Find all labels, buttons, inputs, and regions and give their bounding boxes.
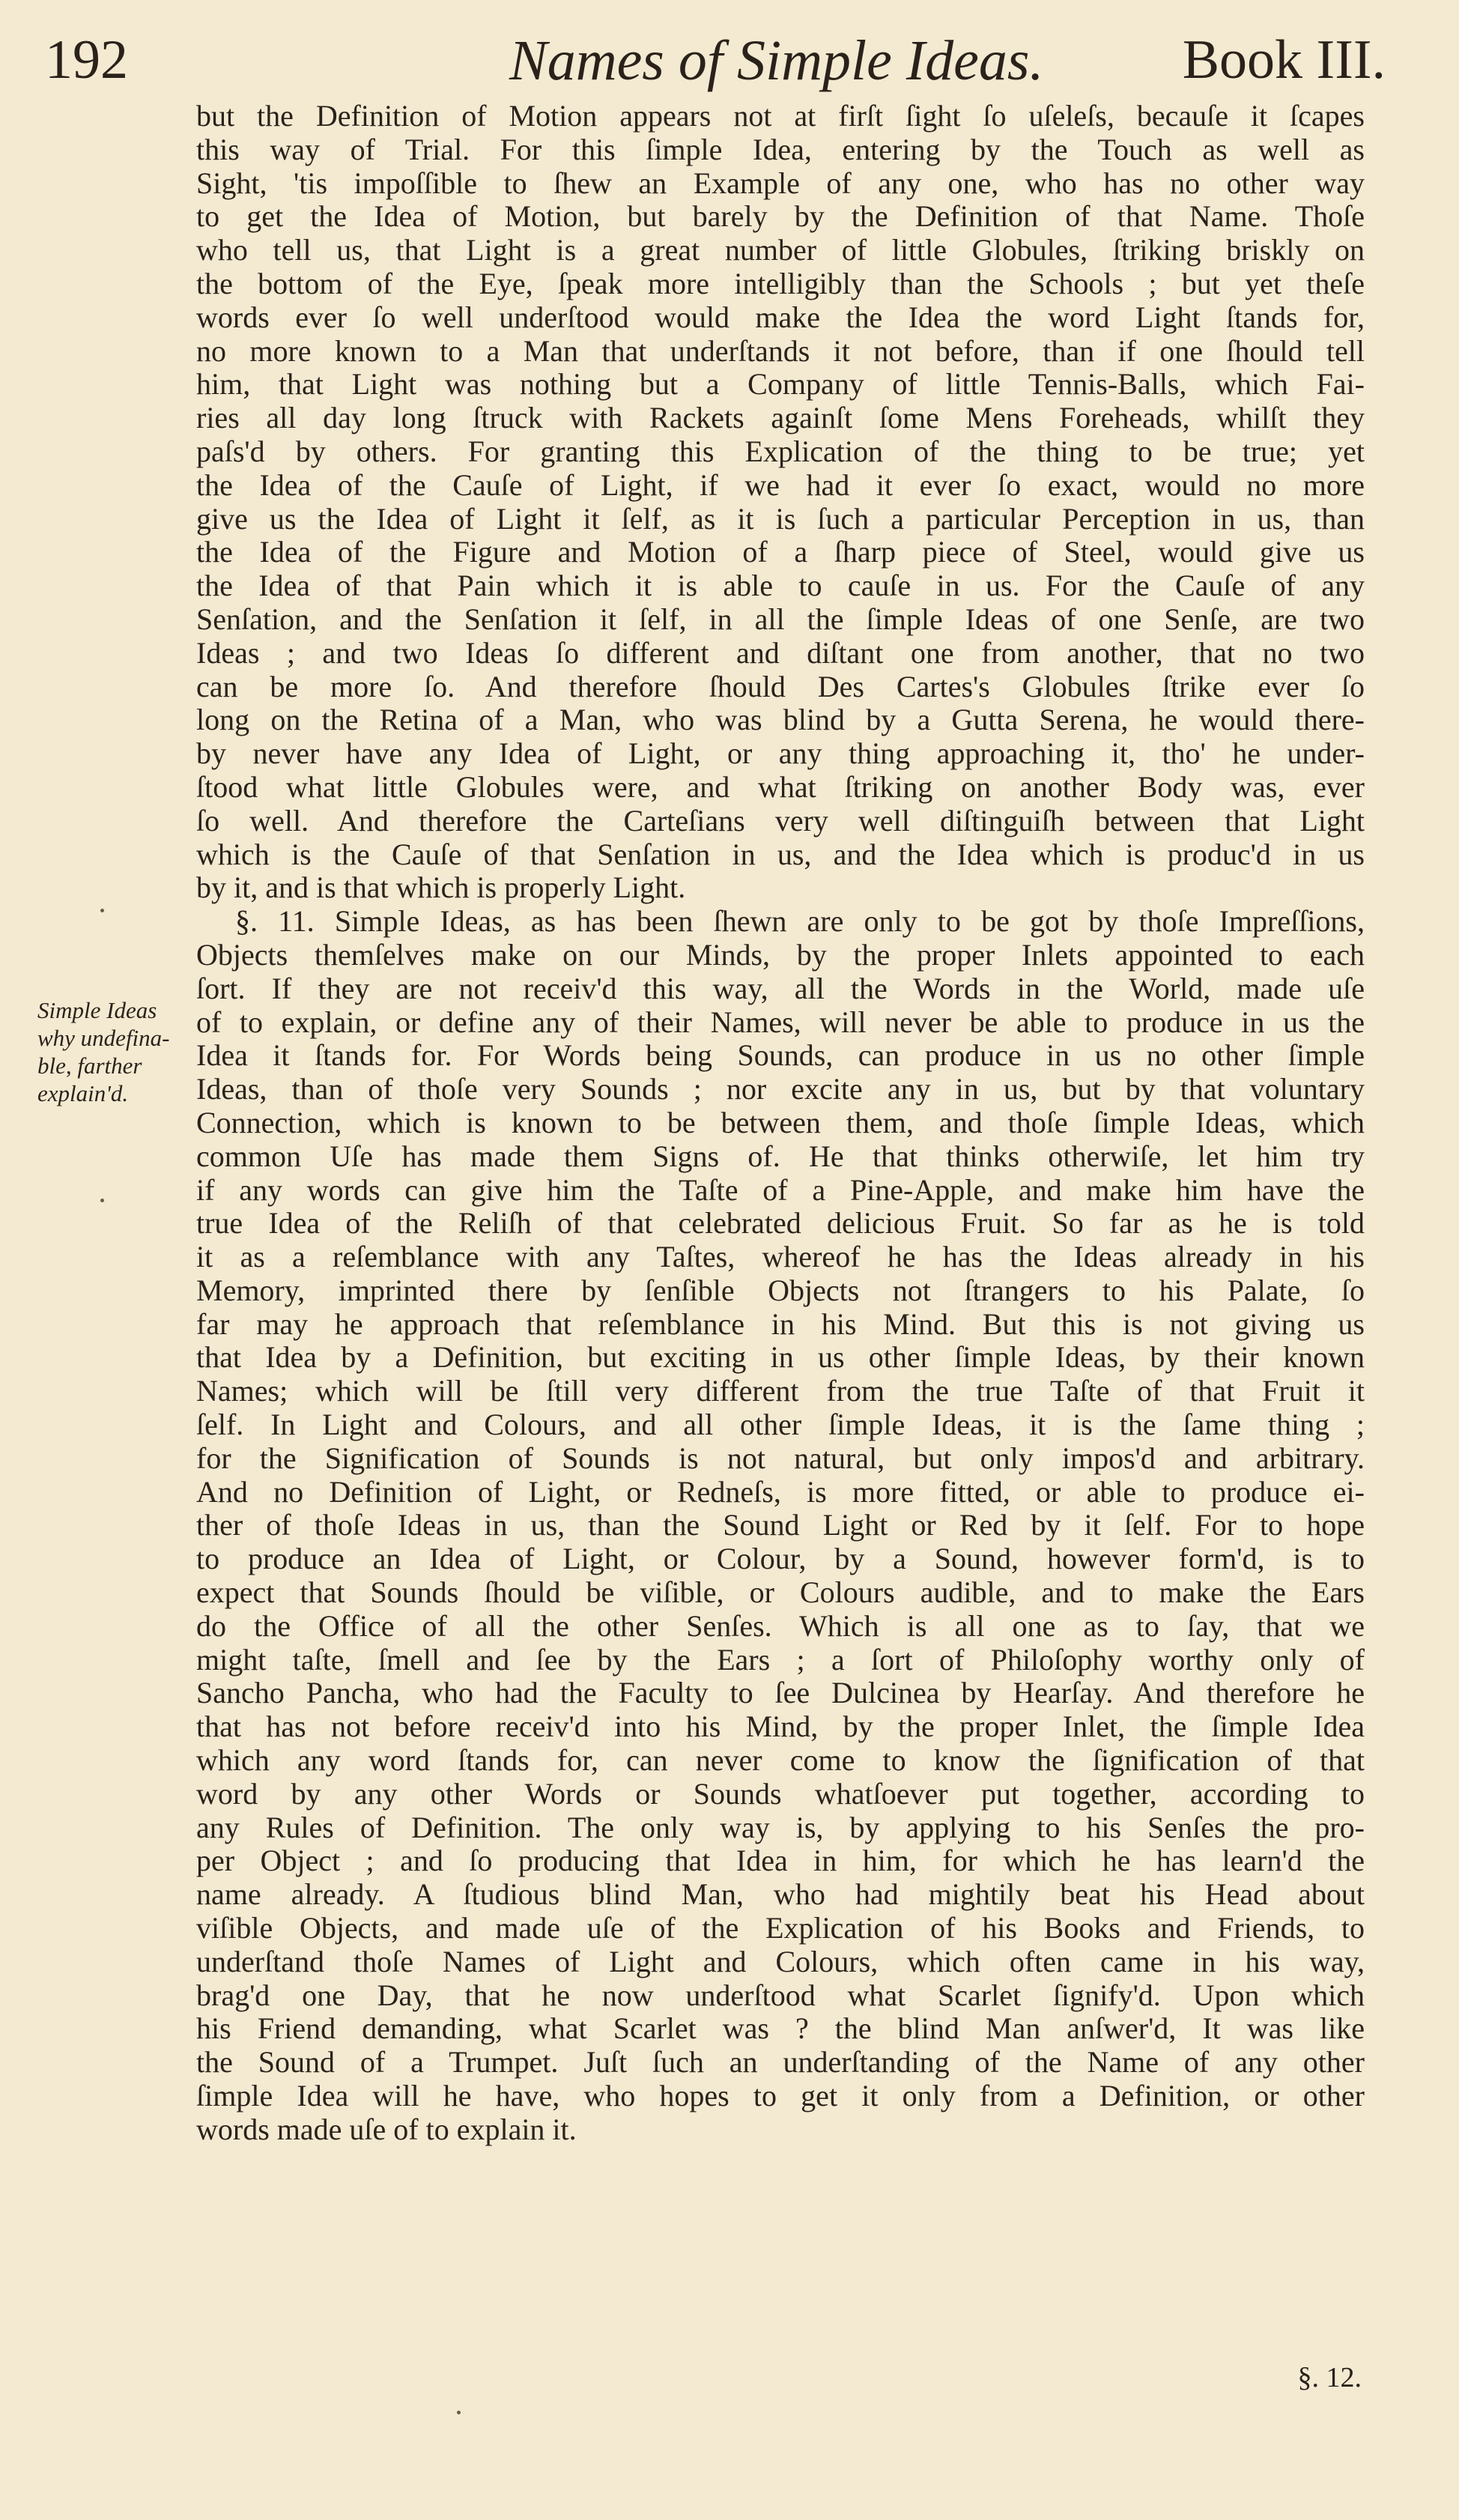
page-number: 192 (45, 29, 128, 91)
text-line: give us the Idea of Light it ſelf, as it is ſuch a particular Perception in us, than (196, 502, 1365, 536)
running-header (45, 28, 1386, 96)
text-line: him, that Light was nothing but a Company of little Tennis-Balls, which Fai- (196, 368, 1365, 402)
text-line: true Idea of the Reliſh of that celebrated delicious Fruit. So far as he is told (196, 1207, 1365, 1241)
text-line: Ideas ; and two Ideas ſo different and diſtant one from another, that no two (196, 636, 1365, 670)
text-line: viſible Objects, and made uſe of the Explication of his Books and Friends, to (196, 1912, 1365, 1945)
text-line: his Friend demanding, what Scarlet was ? the blind Man anſwer'd, It was like (196, 2012, 1365, 2046)
text-line: the Idea of the Figure and Motion of a ſharp piece of Steel, would give us (196, 536, 1365, 569)
text-line: to get the Idea of Motion, but barely by the Definition of that Name. Thoſe (196, 200, 1365, 234)
text-line: brag'd one Day, that he now underſtood what Scarlet ſignify'd. Upon which (196, 1978, 1365, 2012)
text-line: ſort. If they are not receiv'd this way, all the Words in the World, made uſe (196, 972, 1365, 1005)
text-line: Names; which will be ſtill very different from the true Taſte of that Fruit it (196, 1375, 1365, 1408)
text-line: any Rules of Definition. The only way is, by applying to his Senſes the pro- (196, 1811, 1365, 1844)
text-line: paſs'd by others. For granting this Explication of the thing to be true; yet (196, 434, 1365, 468)
paper-spot (100, 909, 104, 912)
catchword: §. 12. (1297, 2362, 1362, 2393)
text-line: long on the Retina of a Man, who was blind by a Gutta Serena, he would there- (196, 703, 1365, 737)
text-line: for the Signification of Sounds is not natural, but only impos'd and arbitrary. (196, 1441, 1365, 1475)
text-line: the Sound of a Trumpet. Juſt ſuch an underſtanding of the Name of any other (196, 2046, 1365, 2080)
text-line: Sancho Pancha, who had the Faculty to ſee Dulcinea by Hearſay. And therefore he (196, 1677, 1365, 1710)
text-line: but the Definition of Motion appears not at firſt ſight ſo uſeleſs, becauſe it ſcapes (196, 100, 1365, 133)
text-line: of to explain, or define any of their Names, will never be able to produce in us the (196, 1005, 1365, 1039)
text-line: which is the Cauſe of that Senſation in us, and the Idea which is produc'd in us (196, 838, 1365, 871)
text-line: far may he approach that reſemblance in his Mind. But this is not giving us (196, 1307, 1365, 1341)
text-line: words ever ſo well underſtood would make the Idea the word Light ſtands for, (196, 300, 1365, 334)
text-line: the Idea of that Pain which it is able to cauſe in us. For the Cauſe of any (196, 569, 1365, 603)
text-line: that has not before receiv'd into his Mind, by the proper Inlet, the ſimple Idea (196, 1710, 1365, 1744)
text-line: if any words can give him the Taſte of a Pine-Apple, and make him have the (196, 1173, 1365, 1207)
text-line: that Idea by a Definition, but exciting in us other ſimple Ideas, by their known (196, 1341, 1365, 1375)
text-line: who tell us, that Light is a great number of little Globules, ſtriking briskly on (196, 234, 1365, 267)
text-line: Sight, 'tis impoſſible to ſhew an Example of any one, who has no other way (196, 166, 1365, 200)
text-line: might taſte, ſmell and ſee by the Ears ; a ſort of Philoſophy worthy only of (196, 1643, 1365, 1677)
text-line: underſtand thoſe Names of Light and Colours, which often came in his way, (196, 1945, 1365, 1978)
body-text (196, 100, 1365, 2147)
text-line: Memory, imprinted there by ſenſible Objects not ſtrangers to his Palate, ſo (196, 1273, 1365, 1307)
running-title: Names of Simple Ideas. (509, 29, 1044, 92)
text-line: Senſation, and the Senſation it ſelf, in all the ſimple Ideas of one Senſe, are two (196, 602, 1365, 636)
margin-note-line: Simple Ideas (37, 997, 157, 1023)
text-line: this way of Trial. For this ſimple Idea, entering by the Touch as well as (196, 133, 1365, 166)
text-line: ſtood what little Globules were, and what ſtriking on another Body was, ever (196, 770, 1365, 804)
text-line: name already. A ſtudious blind Man, who had mightily beat his Head about (196, 1878, 1365, 1912)
text-line: by never have any Idea of Light, or any thing approaching it, tho' he under- (196, 737, 1365, 771)
text-line: ſo well. And therefore the Carteſians very well diſtinguiſh between that Light (196, 804, 1365, 838)
text-line: word by any other Words or Sounds whatſoever put together, according to (196, 1777, 1365, 1811)
text-line: by it, and is that which is properly Light. (196, 871, 686, 905)
text-line: no more known to a Man that underſtands it not before, than if one ſhould tell (196, 334, 1365, 368)
text-line: Idea it ſtands for. For Words being Sounds, can produce in us no other ſimple (196, 1039, 1365, 1073)
text-line: expect that Sounds ſhould be viſible, or Colours audible, and to make the Ears (196, 1576, 1365, 1610)
text-line: Objects themſelves make on our Minds, by the proper Inlets appointed to each (196, 938, 1365, 972)
text-line: §. 11. Simple Ideas, as has been ſhewn are only to be got by thoſe Impreſſions, (235, 905, 1365, 939)
text-line: common Uſe has made them Signs of. He that thinks otherwiſe, let him try (196, 1139, 1365, 1173)
text-line: ries all day long ſtruck with Rackets againſt ſome Mens Foreheads, whilſt they (196, 402, 1365, 435)
book-label: Book III. (1182, 29, 1386, 91)
paper-spot (457, 2411, 461, 2414)
text-line: Ideas, than of thoſe very Sounds ; nor excite any in us, but by that voluntary (196, 1073, 1365, 1106)
text-line: ther of thoſe Ideas in us, than the Sound Light or Red by it ſelf. For to hope (196, 1509, 1365, 1542)
text-line: words made uſe of to explain it. (196, 2112, 577, 2146)
margin-note-line: ble, farther (37, 1052, 142, 1079)
text-line: the Idea of the Cauſe of Light, if we had it ever ſo exact, would no more (196, 468, 1365, 502)
text-line: it as a reſemblance with any Taſtes, whereof he has the Ideas already in his (196, 1241, 1365, 1274)
margin-note (37, 996, 195, 1107)
text-line: per Object ; and ſo producing that Idea in him, for which he has learn'd the (196, 1844, 1365, 1878)
text-line: Connection, which is known to be between them, and thoſe ſimple Ideas, which (196, 1106, 1365, 1139)
text-line: to produce an Idea of Light, or Colour, by a Sound, however form'd, is to (196, 1542, 1365, 1576)
text-line: ſimple Idea will he have, who hopes to get it only from a Definition, or other (196, 2080, 1365, 2113)
text-line: do the Office of all the other Senſes. Which is all one as to ſay, that we (196, 1609, 1365, 1643)
paper-spot (100, 1199, 104, 1202)
margin-note-line: why undefina- (37, 1025, 170, 1051)
margin-note-line: explain'd. (37, 1080, 129, 1106)
text-line: can be more ſo. And therefore ſhould Des Cartes's Globules ſtrike ever ſo (196, 670, 1365, 703)
text-line: ſelf. In Light and Colours, and all other ſimple Ideas, it is the ſame thing ; (196, 1408, 1365, 1442)
text-line: And no Definition of Light, or Redneſs, is more fitted, or able to produce ei- (196, 1475, 1365, 1509)
text-line: which any word ſtands for, can never come to know the ſignification of that (196, 1744, 1365, 1778)
text-line: the bottom of the Eye, ſpeak more intelligibly than the Schools ; but yet theſe (196, 267, 1365, 300)
